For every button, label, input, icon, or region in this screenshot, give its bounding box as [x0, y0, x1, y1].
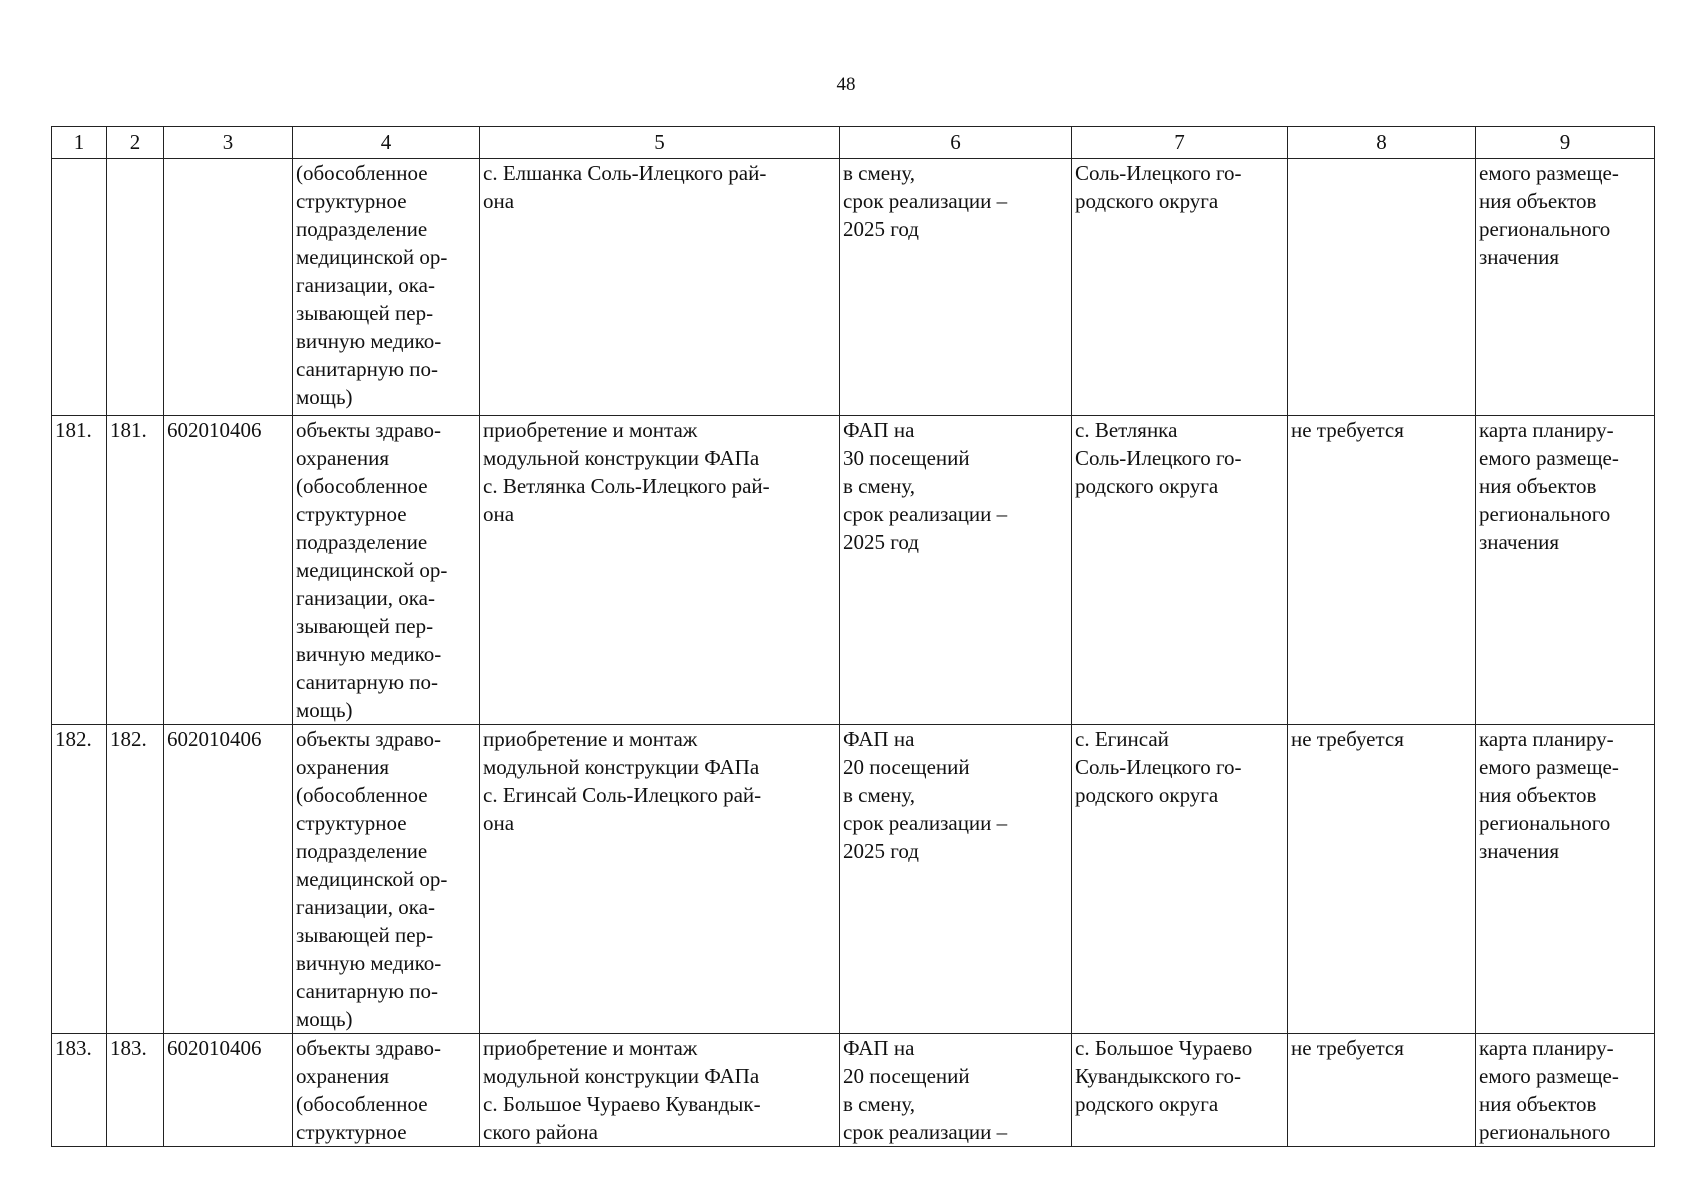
column-header: 5: [480, 127, 840, 159]
cell-zone: не требуется: [1288, 725, 1476, 1034]
cell-item-number: 183.: [107, 1034, 164, 1147]
header-row: [52, 127, 1655, 159]
cell-characteristics: ФАП на 30 посещений в смену, срок реализации – 2025 год: [840, 416, 1072, 725]
cell-zone: [1288, 159, 1476, 416]
cell-map: емого размеще- ния объектов регионального значения: [1476, 159, 1655, 416]
cell-object-name: с. Елшанка Соль-Илецкого рай- она: [480, 159, 840, 416]
cell-code: 602010406: [164, 725, 293, 1034]
cell-code: 602010406: [164, 1034, 293, 1147]
cell-location: с. Ветлянка Соль-Илецкого го- родского округа: [1072, 416, 1288, 725]
table-row: [52, 725, 1655, 1034]
table-row: [52, 1034, 1655, 1147]
column-header: 3: [164, 127, 293, 159]
cell-map: карта планиру- емого размеще- ния объектов регионального: [1476, 1034, 1655, 1147]
cell-code: 602010406: [164, 416, 293, 725]
column-header: 8: [1288, 127, 1476, 159]
cell-characteristics: ФАП на 20 посещений в смену, срок реализации –: [840, 1034, 1072, 1147]
cell-code: [164, 159, 293, 416]
cell-item-number: [107, 159, 164, 416]
cell-location: с. Большое Чураево Кувандыкского го- родского округа: [1072, 1034, 1288, 1147]
column-header: 9: [1476, 127, 1655, 159]
cell-location: с. Егинсай Соль-Илецкого го- родского округа: [1072, 725, 1288, 1034]
cell-map: карта планиру- емого размеще- ния объектов регионального значения: [1476, 725, 1655, 1034]
cell-object-type: (обособленное структурное подразделение медицинской ор- ганизации, ока- зывающей пер- вичную медико- санитарную по- мощь): [293, 159, 480, 416]
column-header: 7: [1072, 127, 1288, 159]
cell-item-number: 181.: [107, 416, 164, 725]
column-header: 2: [107, 127, 164, 159]
cell-object-type: объекты здраво- охранения (обособленное структурное подразделение медицинской ор- ганизации, ока- зывающей пер- вичную медико- санитарную по- мощь): [293, 725, 480, 1034]
page-number: 48: [836, 74, 856, 95]
column-header: 6: [840, 127, 1072, 159]
registry-table: [51, 126, 1655, 1147]
cell-row-number: 182.: [52, 725, 107, 1034]
table-row: [52, 159, 1655, 416]
cell-object-name: приобретение и монтаж модульной конструкции ФАПа с. Большое Чураево Кувандык- ского района: [480, 1034, 840, 1147]
cell-zone: не требуется: [1288, 416, 1476, 725]
cell-object-name: приобретение и монтаж модульной конструкции ФАПа с. Егинсай Соль-Илецкого рай- она: [480, 725, 840, 1034]
cell-row-number: [52, 159, 107, 416]
cell-characteristics: ФАП на 20 посещений в смену, срок реализации – 2025 год: [840, 725, 1072, 1034]
cell-location: Соль-Илецкого го- родского округа: [1072, 159, 1288, 416]
cell-item-number: 182.: [107, 725, 164, 1034]
column-header: 1: [52, 127, 107, 159]
cell-characteristics: в смену, срок реализации – 2025 год: [840, 159, 1072, 416]
cell-zone: не требуется: [1288, 1034, 1476, 1147]
table-row: [52, 416, 1655, 725]
cell-row-number: 183.: [52, 1034, 107, 1147]
column-header: 4: [293, 127, 480, 159]
cell-map: карта планиру- емого размеще- ния объектов регионального значения: [1476, 416, 1655, 725]
cell-row-number: 181.: [52, 416, 107, 725]
cell-object-type: объекты здраво- охранения (обособленное структурное: [293, 1034, 480, 1147]
cell-object-type: объекты здраво- охранения (обособленное структурное подразделение медицинской ор- ганизации, ока- зывающей пер- вичную медико- санитарную по- мощь): [293, 416, 480, 725]
cell-object-name: приобретение и монтаж модульной конструкции ФАПа с. Ветлянка Соль-Илецкого рай- она: [480, 416, 840, 725]
